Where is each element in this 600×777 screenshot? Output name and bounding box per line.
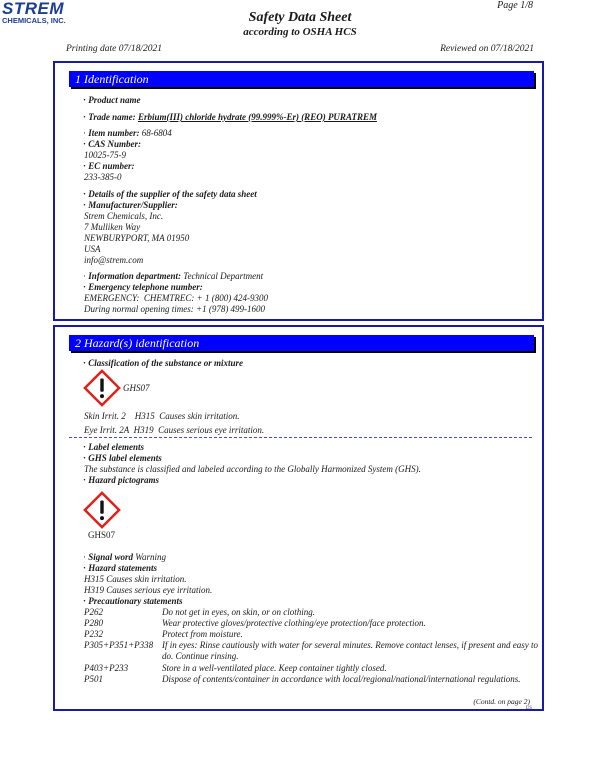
precautionary-row: P501 Dispose of contents/container in accordance with local/regional/national/international regulations. [84, 674, 521, 684]
precautionary-row: P403+P233 Store in a well-ventilated place. Keep container tightly closed. [84, 663, 387, 673]
ec-number-value: 233-385-0 [84, 172, 122, 182]
emergency-line: During normal opening times: +1 (978) 499-1600 [84, 304, 266, 314]
logo-company-line: CHEMICALS, INC. [2, 16, 66, 25]
section-2-heading: 2 Hazard(s) identification [69, 335, 534, 351]
hazard-statement: H315 Causes skin irritation. [84, 574, 187, 584]
classification-row: Skin Irrit. 2 H315 Causes skin irritation. [84, 411, 240, 421]
supplier-email[interactable]: info@strem.com [84, 255, 144, 265]
document-title: Safety Data Sheet [248, 10, 352, 25]
item-number-row: · Item number: 68-6804 [83, 128, 172, 138]
label-elements-label: · Label elements [83, 442, 145, 452]
cas-number-label: · CAS Number: [83, 139, 142, 149]
section-1-heading: 1 Identification [69, 71, 534, 87]
info-department-row: · Information department: Technical Department [83, 271, 264, 281]
address-line: Strem Chemicals, Inc. [84, 211, 164, 221]
address-line: USA [84, 244, 101, 254]
address-line: NEWBURYPORT, MA 01950 [84, 233, 190, 243]
exclamation-pictogram-icon [83, 369, 121, 407]
reviewed-date: Reviewed on 07/18/2021 [440, 44, 534, 54]
section-identification [53, 61, 544, 321]
product-name-label: · Product name [83, 95, 141, 105]
signal-word-row: · Signal word Warning [83, 552, 166, 562]
supplier-details-label: · Details of the supplier of the safety data sheet [83, 189, 257, 199]
hazard-pictograms-label: · Hazard pictograms [83, 475, 160, 485]
locale-mark: US [525, 706, 532, 711]
trade-name-value: Erbium(III) chloride hydrate (99.999%-Er) (REO) PURATREM [137, 112, 377, 122]
ec-number-label: · EC number: [83, 161, 135, 171]
emergency-label: · Emergency telephone number: [83, 282, 203, 292]
precautionary-row: P232 Protect from moisture. [84, 629, 243, 639]
precautionary-label: · Precautionary statements [83, 596, 183, 606]
hazard-statements-label: · Hazard statements [83, 563, 158, 573]
emergency-line: EMERGENCY: CHEMTREC: + 1 (800) 424-9300 [84, 293, 268, 303]
cas-number-value: 10025-75-9 [84, 150, 126, 160]
ghs-statement: The substance is classified and labeled according to the Globally Harmonized System (GHS). [84, 464, 421, 474]
address-line: 7 Mulliken Way [84, 222, 141, 232]
logo-wordmark: STREM [2, 0, 64, 18]
hazard-statement: H319 Causes serious eye irritation. [84, 585, 213, 595]
section-hazard-identification [53, 325, 544, 711]
ghs-code: GHS07 [123, 383, 150, 393]
trade-name-row: · Trade name: Erbium(III) chloride hydrate (99.999%-Er) (REO) PURATREM [83, 112, 377, 122]
exclamation-pictogram-icon [83, 491, 121, 529]
ghs-label-elements-label: · GHS label elements [83, 453, 162, 463]
document-subtitle: according to OSHA HCS [243, 26, 357, 38]
precautionary-row: P280 Wear protective gloves/protective clothing/eye protection/face protection. [84, 618, 426, 628]
printing-date: Printing date 07/18/2021 [66, 44, 163, 54]
precautionary-row: P262 Do not get in eyes, on skin, or on clothing. [84, 607, 315, 617]
continued-note: (Contd. on page 2) [473, 697, 530, 706]
divider [69, 437, 532, 438]
manufacturer-label: · Manufacturer/Supplier: [83, 200, 178, 210]
classification-row: Eye Irrit. 2A H319 Causes serious eye irritation. [84, 425, 265, 435]
pictogram-caption: GHS07 [88, 530, 116, 540]
precautionary-row: P305+P351+P338 If in eyes: Rinse cautiously with water for several minutes. Remove contact lenses, if present and easy to do. Continue rinsing. [84, 640, 538, 661]
page-number: Page 1/8 [497, 0, 533, 11]
classification-label: · Classification of the substance or mixture [83, 358, 244, 368]
